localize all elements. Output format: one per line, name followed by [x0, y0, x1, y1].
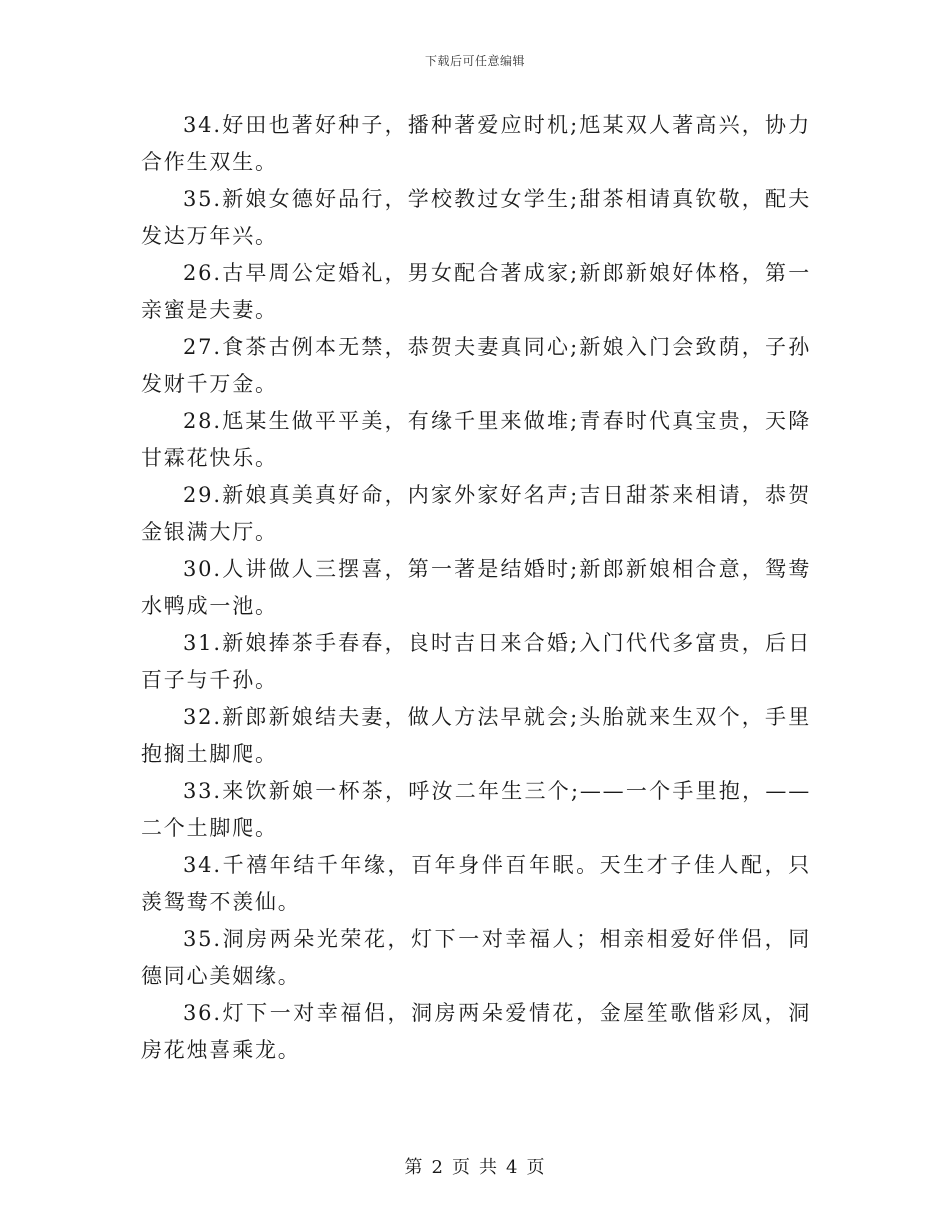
page-footer — [0, 1153, 950, 1179]
paragraph-13: 36.灯下一对幸福侣，洞房两朵爱情花，金屋笙歌偕彩凤，洞房花烛喜乘龙。 — [141, 1001, 811, 1062]
paragraph-4: 27.食茶古例本无禁，恭贺夫妻真同心;新娘入门会致荫，子孙发财千万金。 — [141, 335, 811, 396]
paragraph-11: 34.千禧年结千年缘，百年身伴百年眠。天生才子佳人配，只羡鸳鸯不羡仙。 — [141, 853, 811, 914]
paragraph-10: 33.来饮新娘一杯茶，呼汝二年生三个;——一个手里抱，——二个土脚爬。 — [141, 779, 811, 840]
document-body — [141, 107, 811, 1069]
footer-current-page: 2 — [431, 1157, 444, 1178]
paragraph-12: 35.洞房两朵光荣花，灯下一对幸福人；相亲相爱好伴侣，同德同心美姻缘。 — [141, 927, 811, 988]
paragraph-5: 28.尪某生做平平美，有缘千里来做堆;青春时代真宝贵，天降甘霖花快乐。 — [141, 409, 811, 470]
paragraph-3: 26.古早周公定婚礼，男女配合著成家;新郎新娘好体格，第一亲蜜是夫妻。 — [141, 261, 811, 322]
paragraph-8: 31.新娘捧茶手春春，良时吉日来合婚;入门代代多富贵，后日百子与千孙。 — [141, 631, 811, 692]
page-header: 下载后可任意编辑 — [424, 54, 525, 68]
paragraph-6: 29.新娘真美真好命，内家外家好名声;吉日甜茶来相请，恭贺金银满大厅。 — [141, 483, 811, 544]
paragraph-7: 30.人讲做人三摆喜，第一著是结婚时;新郎新娘相合意，鸳鸯水鸭成一池。 — [141, 557, 811, 618]
paragraph-2: 35.新娘女德好品行，学校教过女学生;甜茶相请真钦敬，配夫发达万年兴。 — [141, 187, 811, 248]
footer-label-page: 第 — [404, 1157, 424, 1178]
footer-label-page-unit: 页 — [452, 1157, 471, 1178]
footer-label-total-unit: 页 — [526, 1157, 546, 1178]
footer-total-pages: 4 — [506, 1157, 519, 1178]
paragraph-9: 32.新郎新娘结夫妻，做人方法早就会;头胎就来生双个，手里抱搁土脚爬。 — [141, 705, 811, 766]
paragraph-1: 34.好田也著好种子，播种著爱应时机;尪某双人著高兴，协力合作生双生。 — [141, 113, 811, 174]
footer-label-total: 共 — [479, 1157, 498, 1178]
